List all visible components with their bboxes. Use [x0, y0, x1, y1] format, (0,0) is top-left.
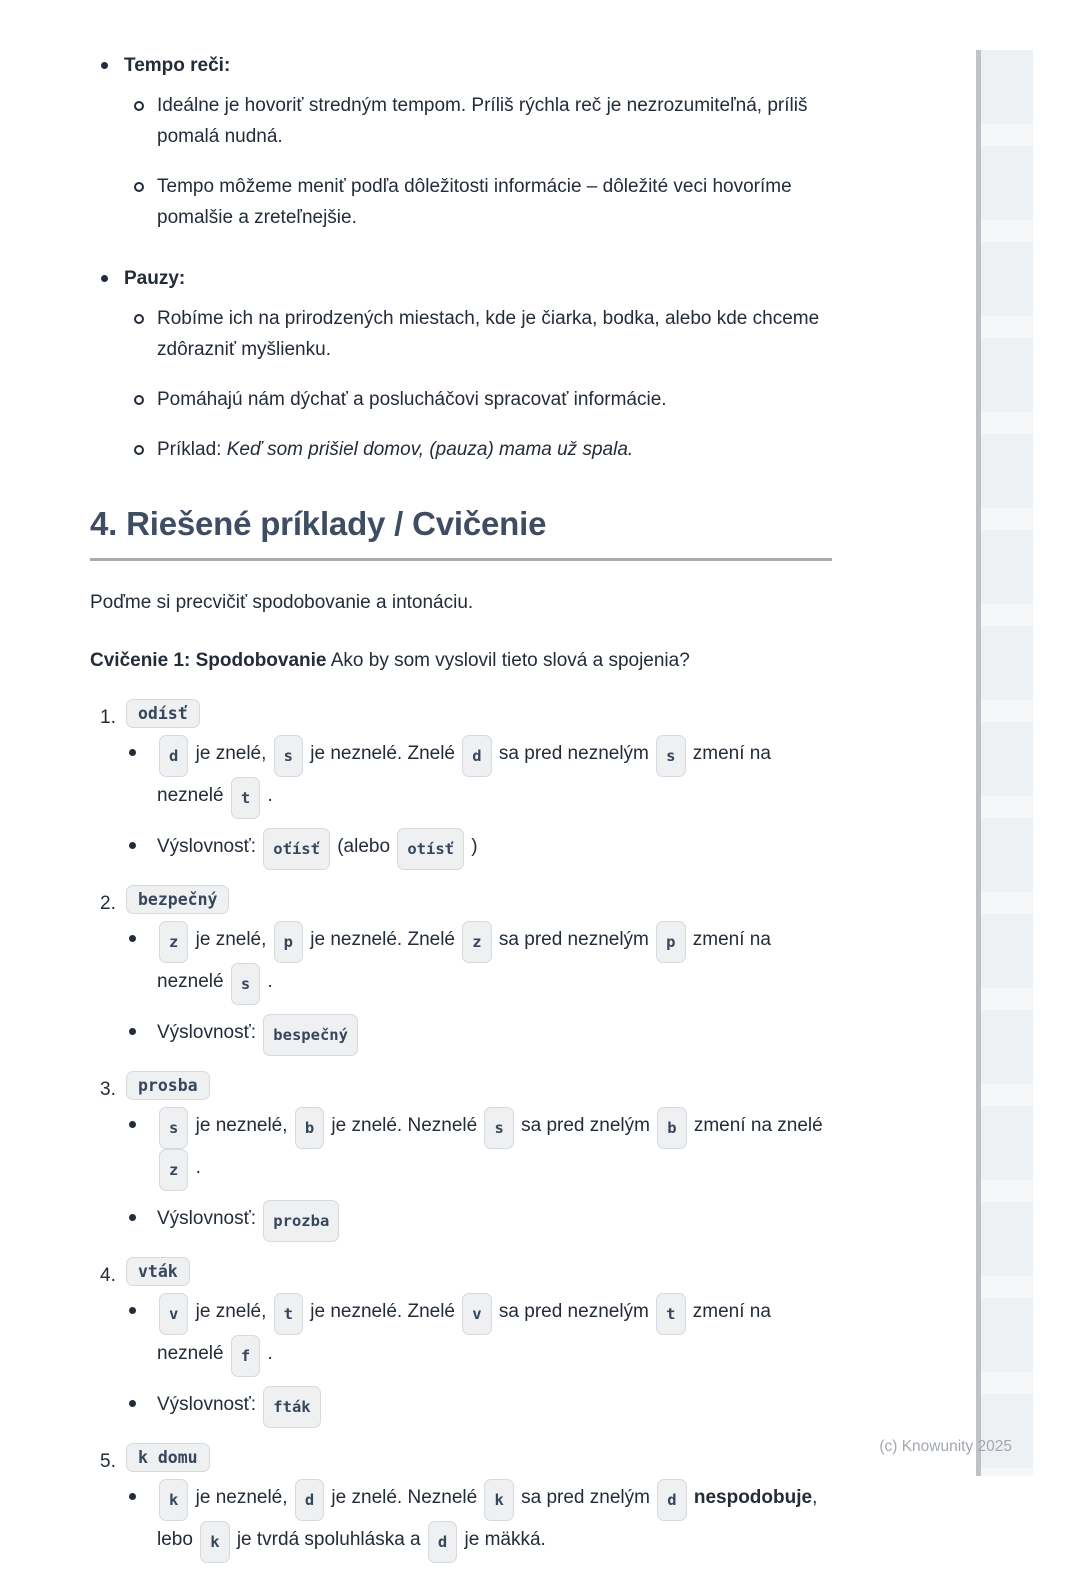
code-chip: z — [159, 921, 188, 963]
code-chip: b — [657, 1107, 686, 1149]
code-chip: k — [159, 1479, 188, 1521]
word-chip: k domu — [126, 1443, 210, 1472]
note-point: Príklad: Keď som prišiel domov, (pauza) mama už spala. — [90, 434, 832, 465]
exercise-sub-points — [124, 921, 832, 1056]
exercise-item — [90, 699, 832, 870]
code-chip: p — [274, 921, 303, 963]
code-chip: t — [231, 777, 260, 819]
code-chip: z — [159, 1149, 188, 1191]
note-point: Tempo môžeme meniť podľa dôležitosti informácie – dôležité veci hovoríme pomalšie a zreteľnejšie. — [90, 171, 832, 233]
exercise-sub-point: Výslovnosť: fták — [124, 1386, 832, 1428]
code-chip: z — [462, 921, 491, 963]
code-chip: s — [656, 735, 685, 777]
code-chip: fták — [263, 1386, 320, 1428]
exercise-sub-point: d je znelé, s je neznelé. Znelé d sa pred neznelým s zmení na neznelé t . — [124, 735, 832, 819]
bold-text: nespodobuje — [693, 1487, 813, 1508]
code-chip: v — [159, 1293, 188, 1335]
note-points — [90, 303, 832, 465]
code-chip: p — [656, 921, 685, 963]
word-chip: odísť — [126, 699, 200, 728]
code-chip: v — [462, 1293, 491, 1335]
code-chip: d — [295, 1479, 324, 1521]
code-chip: s — [274, 735, 303, 777]
code-chip: s — [231, 963, 260, 1005]
word-chip: prosba — [126, 1071, 210, 1100]
exercise-sub-point: Výslovnosť: prozba — [124, 1200, 832, 1242]
exercise-sub-point: s je neznelé, b je znelé. Neznelé s sa pred znelým b zmení na znelé z . — [124, 1107, 832, 1191]
note-point: Robíme ich na prirodzených miestach, kde je čiarka, bodka, alebo kde chceme zdôrazniť myšlienku. — [90, 303, 832, 365]
intro-paragraph: Poďme si precvičiť spodobovanie a intonáciu. — [90, 592, 474, 613]
scrollbar[interactable] — [976, 50, 981, 1476]
exercise-sub-points — [124, 1479, 832, 1563]
exercise-item — [90, 1443, 832, 1563]
note-section — [90, 50, 832, 233]
exercise-sub-points — [124, 1107, 832, 1242]
code-chip: oťísť — [263, 828, 330, 870]
exercise-item — [90, 885, 832, 1056]
code-chip: otísť — [397, 828, 464, 870]
word-chip: vták — [126, 1257, 190, 1286]
exercise-sub-points — [124, 1293, 832, 1428]
exercise-word-line — [124, 699, 832, 728]
document-page — [90, 50, 832, 1578]
code-chip: s — [484, 1107, 513, 1149]
code-chip: prozba — [263, 1200, 339, 1242]
exercise-item — [90, 1257, 832, 1428]
exercise-word-line — [124, 885, 832, 914]
watermark: (c) Knowunity 2025 — [879, 1438, 1012, 1455]
code-chip: d — [159, 735, 188, 777]
italic-example: Keď som prišiel domov, (pauza) mama už spala. — [226, 439, 634, 460]
exercise-header — [90, 645, 832, 676]
exercise-sub-point: Výslovnosť: bespečný — [124, 1014, 832, 1056]
note-point: Pomáhajú nám dýchať a poslucháčovi spracovať informácie. — [90, 384, 832, 415]
exercise-sub-point: v je znelé, t je neznelé. Znelé v sa pred neznelým t zmení na neznelé f . — [124, 1293, 832, 1377]
exercise-item — [90, 1071, 832, 1242]
code-chip: f — [231, 1335, 260, 1377]
page-edge-panel — [976, 50, 1033, 1476]
code-chip: k — [484, 1479, 513, 1521]
exercise-sub-point: Výslovnosť: oťísť (alebo otísť ) — [124, 828, 832, 870]
code-chip: b — [295, 1107, 324, 1149]
exercise-question: Ako by som vyslovil tieto slová a spojenia? — [326, 650, 690, 671]
exercise-sub-points — [124, 735, 832, 870]
note-section-label: Tempo reči: — [90, 50, 832, 81]
exercise-word-line — [124, 1443, 832, 1472]
note-point: Ideálne je hovoriť stredným tempom. Príliš rýchla reč je nezrozumiteľná, príliš pomalá nudná. — [90, 90, 832, 152]
code-chip: s — [159, 1107, 188, 1149]
word-chip: bezpečný — [126, 885, 229, 914]
code-chip: d — [462, 735, 491, 777]
code-chip: d — [428, 1521, 457, 1563]
section-divider — [90, 558, 832, 561]
section-heading: 4. Riešené príklady / Cvičenie — [90, 505, 547, 542]
note-section — [90, 263, 832, 465]
code-chip: d — [657, 1479, 686, 1521]
exercise-word-line — [124, 1071, 832, 1100]
exercise-sub-point: k je neznelé, d je znelé. Neznelé k sa pred znelým d nespodobuje, lebo k je tvrdá spoluhláska a d je mäkká. — [124, 1479, 832, 1563]
code-chip: t — [656, 1293, 685, 1335]
exercise-sub-point: z je znelé, p je neznelé. Znelé z sa pred neznelým p zmení na neznelé s . — [124, 921, 832, 1005]
exercise-title: Cvičenie 1: Spodobovanie — [90, 650, 327, 671]
exercise-list — [90, 699, 832, 1563]
code-chip: k — [200, 1521, 229, 1563]
note-section-label: Pauzy: — [90, 263, 832, 294]
exercise-word-line — [124, 1257, 832, 1286]
code-chip: bespečný — [263, 1014, 358, 1056]
note-points — [90, 90, 832, 233]
code-chip: t — [274, 1293, 303, 1335]
notes-list — [90, 50, 832, 465]
